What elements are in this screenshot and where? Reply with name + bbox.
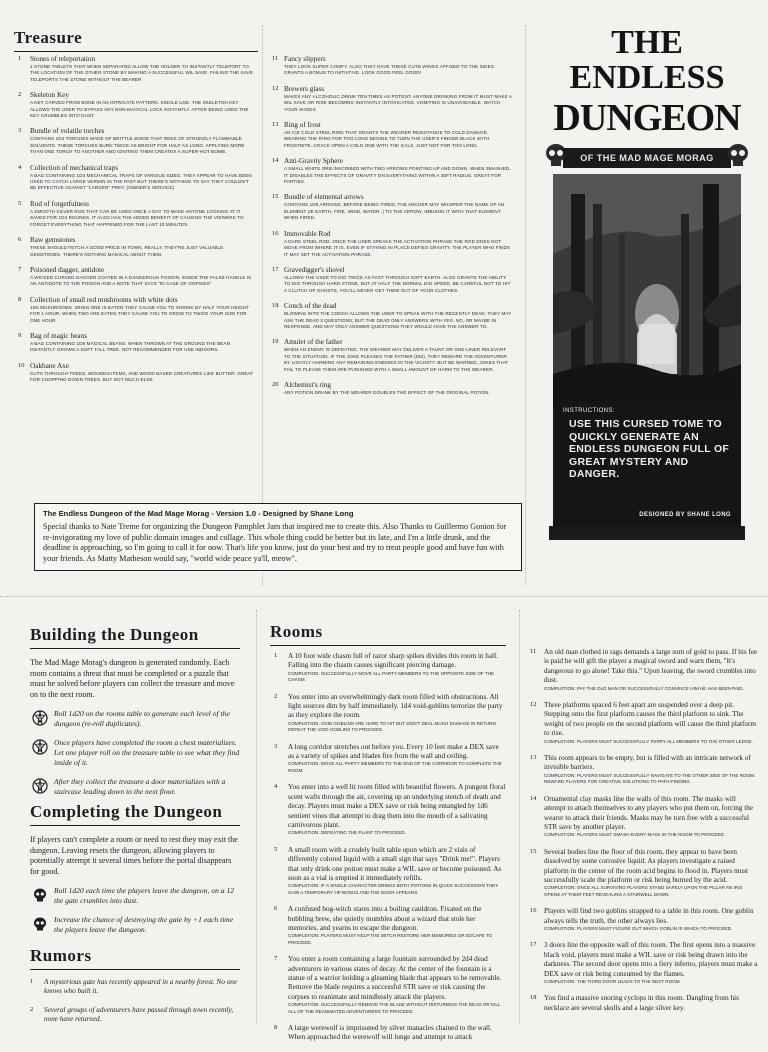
treasure-item-name: Anti-Gravity Sphere <box>284 157 343 166</box>
treasure-item-description: A SMALL WHITE ORB INSCRIBED WITH TWO ARROWS POINTING UP AND DOWN. WHEN SMASHED, IT DISABLES THE EFFECTS OF GRAVITY ON EVERYTHING WITHIN A 30FT RADIUS. GREAT FOR PARTIES. <box>284 166 511 185</box>
building-heading-rule <box>30 648 240 649</box>
room-text: You enter into a well lit room filled with beautiful flowers. A pungent floral scent wafts through the air, covering up an underlying stench of death and decay. Players must make a DEX save or risk being entangled by 1d6 sentient vines that attempt to drag them into the mouth of a salivating carnivorous plant. <box>288 783 506 829</box>
skull-icon <box>32 916 48 932</box>
room-completion: COMPLETION: PAY THE OLD MAN OR SUCCESSFULLY CONVINCE HIM HE HAS BEEN PAID. <box>544 685 744 691</box>
skull-icon <box>32 887 48 903</box>
treasure-item-description: CONTAINS 1D4 TORCHES MADE OF BRITTLE WOOD THAT REEK OF STRONGLY FLAMMABLE SOLVENTS. THESE TORCHES BURN TWICE AS BRIGHT FOR HALF AS LONG. APPLYING MORE THAN ONE TORCH TO ANOTHER AND IGNITING THEM CREATES A SUPER-HOT BOMB. <box>30 136 245 155</box>
instructions-box <box>553 402 741 526</box>
treasure-item <box>18 127 254 155</box>
treasure-item-name: Rod of forgetfulness <box>30 199 89 208</box>
building-heading: Building the Dungeon <box>30 625 199 644</box>
treasure-list-left <box>18 55 254 392</box>
fold-guide-left-bottom <box>256 610 257 1024</box>
room-number: 6 <box>274 905 278 913</box>
rumor-number: 2 <box>30 1005 34 1013</box>
treasure-item-number: 20 <box>272 380 279 388</box>
room-completion: COMPLETION: VOID GOBLINS ARE HARD TO HIT BUT DON'T DEAL MUCH DAMAGE IN RETURN. DEFEAT THE VOID GOBLINS TO PROCEED. <box>288 720 498 733</box>
building-step-text: Once players have completed the room a chest materializes. Let one player roll on the treasure table to see what they find inside of it. <box>54 738 240 768</box>
instructions-label: INSTRUCTIONS: <box>563 408 615 414</box>
treasure-item-name: Gravedigger's shovel <box>284 265 345 274</box>
page-divider <box>0 596 768 597</box>
treasure-item-name: Bundle of volatile torches <box>30 127 105 136</box>
treasure-item-description: ANY POTION DRANK BY THE WEARER DOUBLES THE EFFECT OF THE ORIGINAL POTION. <box>284 389 490 395</box>
room-completion: COMPLETION: PLAYERS MUST FIGURE OUT WHICH GOBLIN IS WHICH TO PROCEED. <box>544 925 733 931</box>
rumors-list <box>30 978 240 1025</box>
completing-intro: If players can't complete a room or need to rest they may exit the dungeon. Leaving resets the dungeon, allowing players to potentially attempt it several times before the portal disappears for good. <box>30 835 238 876</box>
treasure-item-number: 12 <box>272 84 279 92</box>
room-number: 14 <box>530 794 537 802</box>
rumor-item <box>30 1006 240 1025</box>
treasure-item <box>272 193 512 221</box>
rumors-heading-rule <box>30 969 240 970</box>
room-text: Players will find two goblins strapped to a table in this room. One goblin always tells the truth, the other always lies. <box>544 907 754 925</box>
room-completion: COMPLETION: SUCCESSFULLY MOVE ALL PARTY MEMBERS TO THE OPPOSITE SIDE OF THE CHASM. <box>288 670 495 683</box>
rooms-list-left <box>274 652 506 1052</box>
room-item <box>530 648 758 692</box>
room-item <box>530 907 758 932</box>
treasure-item-name: Amulet of the father <box>284 338 343 347</box>
cover-subtitle: OF THE MAD MAGE MORAG <box>563 148 731 168</box>
treasure-item-description: CUTS THROUGH TREES, WOODEN ITEMS, AND WOOD BASED CREATURES LIKE BUTTER. GREAT FOR CHOPPING DOWN TREES. BUT NOT MUCH ELSE. <box>30 370 254 383</box>
treasure-item <box>18 55 254 83</box>
room-text: Three platforms spaced 6 feet apart are suspended over a deep pit. Stepping onto the first platform causes the third platform to sink. The weight of two people on the second platform will cause the third platform to rise. <box>544 701 756 738</box>
room-completion: COMPLETION: IF A SINGLE CHARACTER DRINKS BOTH POTIONS IN QUICK SUCCESSION THEY GAIN A TEMPORARY HP BONUS AND THE DOOR APPEARS. <box>288 883 499 895</box>
treasure-item-description: A BAG CONTAINING 1D4 MECHANICAL TRAPS OF VARIOUS SIZES. THEY APPEAR TO HAVE BEEN USED TO CATCH LARGE VERMIN IN THE PAST BUT THERE'S NOTHING TO SAY THEY COULDN'T BE EFFECTIVE AGAINST "LARGER" PREY. (OWNER'S SERVICE) <box>30 172 252 191</box>
building-steps <box>30 709 240 797</box>
fold-guide-right-bottom <box>519 610 520 1024</box>
building-section <box>30 625 240 806</box>
room-text: This room appears to be empty, but is filled with an intricate network of invisible barriers. <box>544 754 751 772</box>
treasure-item <box>18 266 254 288</box>
completing-heading: Completing the Dungeon <box>30 802 223 821</box>
room-item <box>274 743 506 775</box>
skull-right-icon <box>725 142 751 168</box>
room-text: An old man clothed in rags demands a large sum of gold to pass. If his fee is paid he will gift the player a magical sword and warn them, "It's dangerous to go alone! Take this." Upon leaving, the sword crumbles into dust. <box>544 648 758 685</box>
room-number: 4 <box>274 783 278 791</box>
treasure-item-description: ALLOWS THE USER TO DIG TWICE AS FAST THROUGH SOFT EARTH. ALSO GRANTS THE ABILITY TO DIG THROUGH HARD STONE, BUT AT HALF THE NORMAL DIG SPEED. BE CAREFUL NOT TO HIT A CLUTCH OF GHOSTS, YOU'LL NEVER GET THEM OUT OF YOUR CLOTHES. <box>284 274 511 293</box>
room-item <box>274 693 506 734</box>
room-completion: COMPLETION: PLAYERS MUST SUCCESSFULLY NAVIGATE TO THE OTHER SIDE OF THE ROOM. REWARD PLAYERS FOR CREATIVE SOLUTIONS TO PATH-FINDING. <box>544 772 756 785</box>
room-text: A 10 foot wide chasm full of razor sharp spikes divides this room in half. Falling into the chasm causes significant piercing damage. <box>288 652 499 670</box>
treasure-item-number: 18 <box>272 302 279 310</box>
treasure-item-name: Oakbane Axe <box>30 361 69 370</box>
treasure-item <box>272 338 512 373</box>
treasure-item-name: Bag of magic beans <box>30 331 87 340</box>
treasure-item <box>18 164 254 192</box>
room-completion: COMPLETION: SUCCESSFULLY REMOVE THE BLADE WITHOUT DISTURBING THE DEAD OR KILL ALL OF THE REANIMATED ADVENTURERS TO PROCEED. <box>288 1002 501 1014</box>
pentagram-icon <box>32 710 48 726</box>
room-item <box>530 795 758 839</box>
room-number: 11 <box>530 648 537 655</box>
room-text: Ornamental clay masks line the walls of this room. The masks will attempt to attach themselves to any players who put them on, forcing the wearer to attack their friends. Masks may be torn free with a successful STR save by another player. <box>544 794 753 831</box>
treasure-item <box>272 230 512 258</box>
treasure-item-number: 16 <box>272 229 279 237</box>
treasure-item-number: 2 <box>18 91 22 99</box>
fold-guide-right <box>525 25 526 585</box>
credits-title: The Endless Dungeon of the Mad Mage Morag - Version 1.0 - Designed by Shane Long <box>43 509 354 518</box>
treasure-heading: Treasure <box>14 28 83 47</box>
forest-scene-image <box>553 174 741 402</box>
building-step <box>30 709 240 729</box>
room-item <box>274 783 506 836</box>
treasure-item-number: 3 <box>18 127 22 135</box>
treasure-item-number: 19 <box>272 338 279 346</box>
treasure-item-name: Alchemist's ring <box>284 380 332 389</box>
room-item <box>274 846 506 896</box>
cover-forest-illustration <box>553 174 741 402</box>
fold-guide-left <box>262 25 263 585</box>
credits-box <box>34 503 522 571</box>
building-intro: The Mad Mage Morag's dungeon is generated randomly. Each room contains a threat that must be completed or a puzzle that must be solved before players can collect the treasure and move on to the next room. <box>30 658 235 699</box>
building-step-text: Roll 1d20 on the rooms table to generate each level of the dungeon (re-roll duplicates). <box>54 709 230 729</box>
treasure-item <box>18 332 254 354</box>
treasure-item-description: AN ICE COLD STEEL RING THAT GRANTS THE WEARER RESISTANCE TO COLD DAMAGE. WEARING THE RING FOR TOO LONG BEGINS TO TURN THE USER'S FINGER BLACK WITH FROSTBITE. CRACK OPEN A COLD ONE WITH THE GALS, JUST NOT FOR TOO LONG. <box>284 130 490 148</box>
pentagram-icon <box>32 778 48 794</box>
instructions-text: USE THIS CURSED TOME TO QUICKLY GENERATE AN ENDLESS DUNGEON FULL OF GREAT MYSTERY AND DANGER. <box>569 418 730 481</box>
room-text: A long corridor stretches out before you. Every 10 feet make a DEX save as a variety of spikes and blades fire from the wall and ceiling. <box>288 742 499 761</box>
rumors-section <box>30 946 240 1034</box>
room-number: 1 <box>274 652 278 659</box>
treasure-item-name: Brewers glass <box>284 84 325 93</box>
room-item <box>274 905 506 946</box>
treasure-heading-rule <box>14 51 258 52</box>
rooms-list-right <box>530 648 758 1022</box>
completing-step <box>30 886 240 906</box>
treasure-item-description: A WICKED CURVED DAGGER COATED IN A DANGEROUS POISON. INSIDE THE FALSE HANDLE IS AN ANTIDOTE TO THE POISON AND A NOTE THAT SAYS "IN CASE OF OOPSIES". <box>30 274 252 287</box>
treasure-item-name: Raw gemstones <box>30 236 76 245</box>
cover-title-the: THE <box>611 24 683 61</box>
treasure-item-number: 7 <box>18 265 22 273</box>
cover-title-dungeon: DUNGEON <box>553 97 741 139</box>
rooms-section <box>270 622 506 646</box>
treasure-item-number: 13 <box>272 121 279 129</box>
room-number: 7 <box>274 955 278 963</box>
treasure-item-description: MAKES ANY ALCOHOLIC DRINK TEN TIMES AS POTENT. ANYONE DRINKING FROM IT MUST MAKE A WIL SAVE OR RISK BECOMING INSTANTLY INTOXICATED. VOMITING IS UNAVOIDABLE. WATCH YOUR SHOES. <box>284 93 512 112</box>
treasure-item <box>18 362 254 384</box>
treasure-item <box>18 296 254 324</box>
treasure-item <box>18 200 254 228</box>
treasure-item <box>18 236 254 258</box>
treasure-item-description: 1D6 MUSHROOMS. WHEN ONE IS EATEN THEY CAUSE YOU TO SHRINK BY HALF YOUR HEIGHT FOR 1 HOUR. WHEN TWO ARE EATEN THEY CAUSE YOU TO GROW TO TWICE YOUR SIZE FOR ONE HOUR. <box>30 304 250 323</box>
room-number: 12 <box>530 701 537 709</box>
treasure-item-name: Poisoned dagger, antidote <box>30 265 105 274</box>
room-item <box>274 652 506 684</box>
treasure-item-number: 10 <box>18 361 25 369</box>
treasure-item-description: WHEN AN ENEMY IS DEFEATED, THE WEARER MAY DELIVER A TAUNT OR ONE-LINER RELEVANT TO THE SITUATION. IF THE JOKE PLEASES THE FATHER (DM), THEY REWARD THE ADVENTURER BY LIGHTLY HARMING ANY REMAINING ENEMIES IN THE VICINITY. BUT BE WARNED, JOKES THAT FAIL TO PLEASE THEM ARE PUNISHED WITH A SMALL AMOUNT OF HARM TO THE WEARER. <box>284 347 509 372</box>
room-number: 17 <box>530 941 537 949</box>
treasure-item <box>272 55 512 77</box>
building-step <box>30 777 240 797</box>
rooms-heading: Rooms <box>270 622 323 641</box>
pentagram-icon <box>32 739 48 755</box>
treasure-item-number: 1 <box>18 55 22 62</box>
treasure-item-number: 11 <box>272 55 279 62</box>
cover-title-endless: ENDLESS <box>569 59 725 96</box>
completing-heading-rule <box>30 825 240 826</box>
treasure-item-name: Fancy slippers <box>284 55 326 63</box>
room-text: You enter into an overwhelmingly dark room filled with obstructions. All light sources dim by half immediately. 1d4 void-goblins terrorize the party as they explore the room. <box>288 692 503 720</box>
treasure-item-number: 6 <box>18 236 22 244</box>
room-number: 18 <box>530 994 537 1002</box>
rumor-item <box>30 978 240 997</box>
room-number: 15 <box>530 847 537 855</box>
building-step <box>30 738 240 768</box>
treasure-item-number: 4 <box>18 163 22 171</box>
room-item <box>530 941 758 985</box>
room-text: A confused bog-witch stares into a boiling cauldron. Fixated on the bubbling brew, she quietly mumbles about a wizard that stole her memories, and yearns to escape the dungeon. <box>288 905 482 932</box>
treasure-item-description: A KEY CARVED FROM BONE IN AN INTRICATE PATTERN. SINGLE USE. THE SKELETON KEY ALLOWS THE USER TO BYPASS ANY NON-MAGICAL LOCK INSTANTLY. AFTER BEING USED THE KEY CRUMBLES INTO DUST. <box>30 100 249 119</box>
treasure-item-number: 17 <box>272 265 279 273</box>
room-completion: COMPLETION: THE THIRD DOOR LEADS TO THE NEXT ROOM. <box>544 979 681 984</box>
room-completion: COMPLETION: PLAYERS MUST HELP THE WITCH RESTORE HER MEMORIES OR ESCAPE TO PROCEED. <box>288 933 493 945</box>
building-step-text: After they collect the treasure a door materializes with a staircase leading down to the next floor. <box>54 777 226 797</box>
room-item <box>274 955 506 1015</box>
treasure-item-number: 14 <box>272 157 279 165</box>
treasure-item <box>272 302 512 330</box>
room-text: You find a massive snoring cyclops in this room. Dangling from his necklace are several skulls and a large silver key. <box>544 994 739 1012</box>
treasure-item-description: A SMOOTH SILVER ROD THAT CAN BE USED ONCE A DAY TO MAKE ANYONE LOOKING AT IT SAVED FOR 1D4 ROUNDS. IT ALSO HAS THE ADDED BENEFIT OF CAUSING THE VIEWERS TO FORGET EVERYTHING THAT HAPPENED FOR THE LAST 10 MINUTES. <box>30 208 244 227</box>
treasure-item-name: Collection of mechanical traps <box>30 163 119 172</box>
room-item <box>530 754 758 786</box>
treasure-item-name: Stones of teleportation <box>30 55 96 63</box>
credits-body: Special thanks to Nate Treme for organizing the Dungeon Pamphlet Jam that inspired me to create this. Also Thanks to Guillermo Gonion for re-invigorating my love of public domain images and collage. This whole thing could be better but its late, and I'm a little drunk, and the deadline is approaching, so I'm going to call it for now. That's life you know, just do your best and try to treat people good and have fun with your friends. As Matty Matheson would say, "world wide peace ya'll, meow". <box>43 521 507 564</box>
treasure-item <box>272 121 512 149</box>
completing-step <box>30 915 240 935</box>
treasure-item-number: 5 <box>18 199 22 207</box>
treasure-item-description: A DARK STEEL ROD. ONCE THE USER SPEAKS THE ACTIVATION PHRASE THE ROD DOES NOT MOVE FROM WHERE IT IS, EVEN IF STAYING IN PLACE DEFIES GRAVITY. THE PLAYER WHO FINDS IT MAY SET THE ACTIVATION PHRASE. <box>284 238 511 257</box>
rumor-text: A mysterious gate has recently appeared in a nearby forest. No one knows who built it. <box>44 978 238 996</box>
room-number: 16 <box>530 907 537 915</box>
treasure-list-right <box>272 55 512 404</box>
cover-base-ornament <box>549 526 745 540</box>
completing-section <box>30 802 240 944</box>
rumor-text: Several groups of adventurers have passed through town recently, none have returned. <box>44 1005 234 1024</box>
room-completion: COMPLETION: MOVE ALL PARTY MEMBERS TO THE END OF THE CORRIDOR TO COMPLETE THE ROOM. <box>288 761 502 773</box>
room-item <box>530 701 758 745</box>
rumors-heading: Rumors <box>30 946 92 965</box>
treasure-item <box>18 91 254 119</box>
treasure-item-name: Immovable Rod <box>284 229 331 238</box>
room-number: 2 <box>274 692 278 700</box>
room-text: Several bodies line the floor of this room, they appear to have been dissolved by some corrosive liquid. As players investigate a raised platform in the center of the room acid begins to flood in. Players must successfully scale the platform or risk being burned by the acid. <box>544 847 748 884</box>
treasure-section <box>14 28 258 52</box>
completing-step-text: Increase the chance of destroying the gate by +1 each time the players leave the dungeon. <box>54 915 234 935</box>
rumor-number: 1 <box>30 978 34 985</box>
treasure-item-number: 8 <box>18 295 22 303</box>
designed-by: DESIGNED BY SHANE LONG <box>639 512 731 518</box>
treasure-item-number: 9 <box>18 331 22 339</box>
room-text: A small room with a crudely built table upon which are 2 vials of differently colored liquid with a small sign that says "Drink me!". Players that only drink one potion must make a WIL save or become poisoned. As soon as a vial is emptied it immediately refills. <box>288 845 502 882</box>
treasure-item-name: Conch of the dead <box>284 302 337 311</box>
treasure-item <box>272 381 512 396</box>
treasure-item-name: Collection of small red mushrooms with white dots <box>30 295 178 304</box>
treasure-item-description: A BAG CONTAINING 1D6 MAGICAL BEANS. WHEN THROWN AT THE GROUND THE BEAN INSTANTLY GROWS A SOFT TALL TREE. NOT RECOMMENDED FOR USE INDOORS. <box>30 340 231 353</box>
room-text: A large werewolf is imprisoned by silver manacles chained to the wall. When approached the werewolf will lunge and attempt to attack <box>288 1024 492 1042</box>
room-text: You enter a room containing a large fountain surrounded by 2d4 dead adventurers in various states of decay. At the center of the fountain is a statue of a warrior holding a gleaming blade that appears to be removable. Remove the blade requires a successful STR save or risk causing the corpses to reanimate and mindlessly attack the players. <box>288 955 502 1001</box>
completing-step-text: Roll 1d20 each time the players leave the dungeon, on a 12 the gate crumbles into dust. <box>54 886 235 906</box>
treasure-item-description: THEY LOOK SUPER COMFY. ALSO THEY HAVE THESE CUTE WINGS AFFIXED TO THE SIDES. GRANTS A BONUS TO INITIATIVE. LOOK GOOD FEEL GOOD! <box>284 64 496 76</box>
treasure-item-name: Ring of frost <box>284 121 321 130</box>
treasure-item-description: THESE SHOULD FETCH A GOOD PRICE IN TOWN. REALLY, THEY'RE JUST VALUABLE GEMSTONES. THERE'S NOTHING MAGICAL ABOUT THEM. <box>30 245 224 257</box>
room-text: 3 doors line the opposite wall of this room. The first opens into a massive black void, players must make a WIL save or risk being drawn into the darkness. The second door opens into a fiery inferno, players must make a DEX save or risk being consumed by the flames. <box>544 941 758 978</box>
cover-panel <box>547 22 747 580</box>
treasure-item-name: Bundle of elemental arrows <box>284 193 364 202</box>
treasure-item-number: 15 <box>272 193 279 201</box>
treasure-item-description: CONTAINS 1D8 ARROWS. BEFORE BEING FIRED, THE ARCHER MAY WHISPER THE NAME OF AN ELEMENT (IE EARTH, FIRE, WIND, WATER..) TO THE ARROW, IMBUING IT WITH THAT ELEMENT WHEN FIRED. <box>284 202 505 221</box>
room-completion: COMPLETION: ONCE ALL SURVIVING PLAYERS STAND SAFELY UPON THE PILLAR AN IRIS OPENS AT THEIR FEET REVEALING A STAIRWELL DOWN. <box>544 885 743 897</box>
room-completion: COMPLETION: PLAYERS MUST SUCCESSFULLY FERRY ALL MEMBERS TO THE OTHER LEDGE. <box>544 738 753 744</box>
completing-steps <box>30 886 240 935</box>
treasure-item-name: Skeleton Key <box>30 91 69 100</box>
treasure-item-description: 2 STONE TABLETS THAT WHEN SEPARATED ALLOW THE HOLDER TO INSTANTLY TELEPORT TO THE LOCATION OF THE OTHER STONE BY MAKING A SUCCESSFUL WIL SAVE, FAILING THE SAVE TELEPORTS THE STONE WITHOUT THE BEARER <box>30 64 253 82</box>
room-number: 8 <box>274 1024 278 1032</box>
rooms-heading-rule <box>270 645 506 646</box>
treasure-item-description: BLOWING INTO THE CONCH ALLOWS THE USER TO SPEAK WITH THE RECENTLY DEAD. THEY MAY ASK THE DEAD 3 QUESTIONS; BUT THE DEAD ONLY ANSWERS WITH YES, NO, OR MAYBE IN RESPONSE, AND MAY ONLY ANSWER QUESTIONS THEY WOULD HAVE THE ANSWER TO. <box>284 311 512 329</box>
treasure-item <box>272 266 512 294</box>
room-completion: COMPLETION: DEFEATING THE PLANT TO PROCEED. <box>288 830 407 836</box>
treasure-item <box>272 85 512 113</box>
room-number: 5 <box>274 845 278 853</box>
room-item <box>530 848 758 898</box>
room-item <box>530 994 758 1013</box>
room-item <box>274 1024 506 1043</box>
room-number: 3 <box>274 742 278 750</box>
room-number: 13 <box>530 754 537 762</box>
room-completion: COMPLETION: PLAYERS MUST SMASH EVERY MASK IN THE ROOM TO PROCEED. <box>544 832 726 838</box>
treasure-item <box>272 157 512 185</box>
